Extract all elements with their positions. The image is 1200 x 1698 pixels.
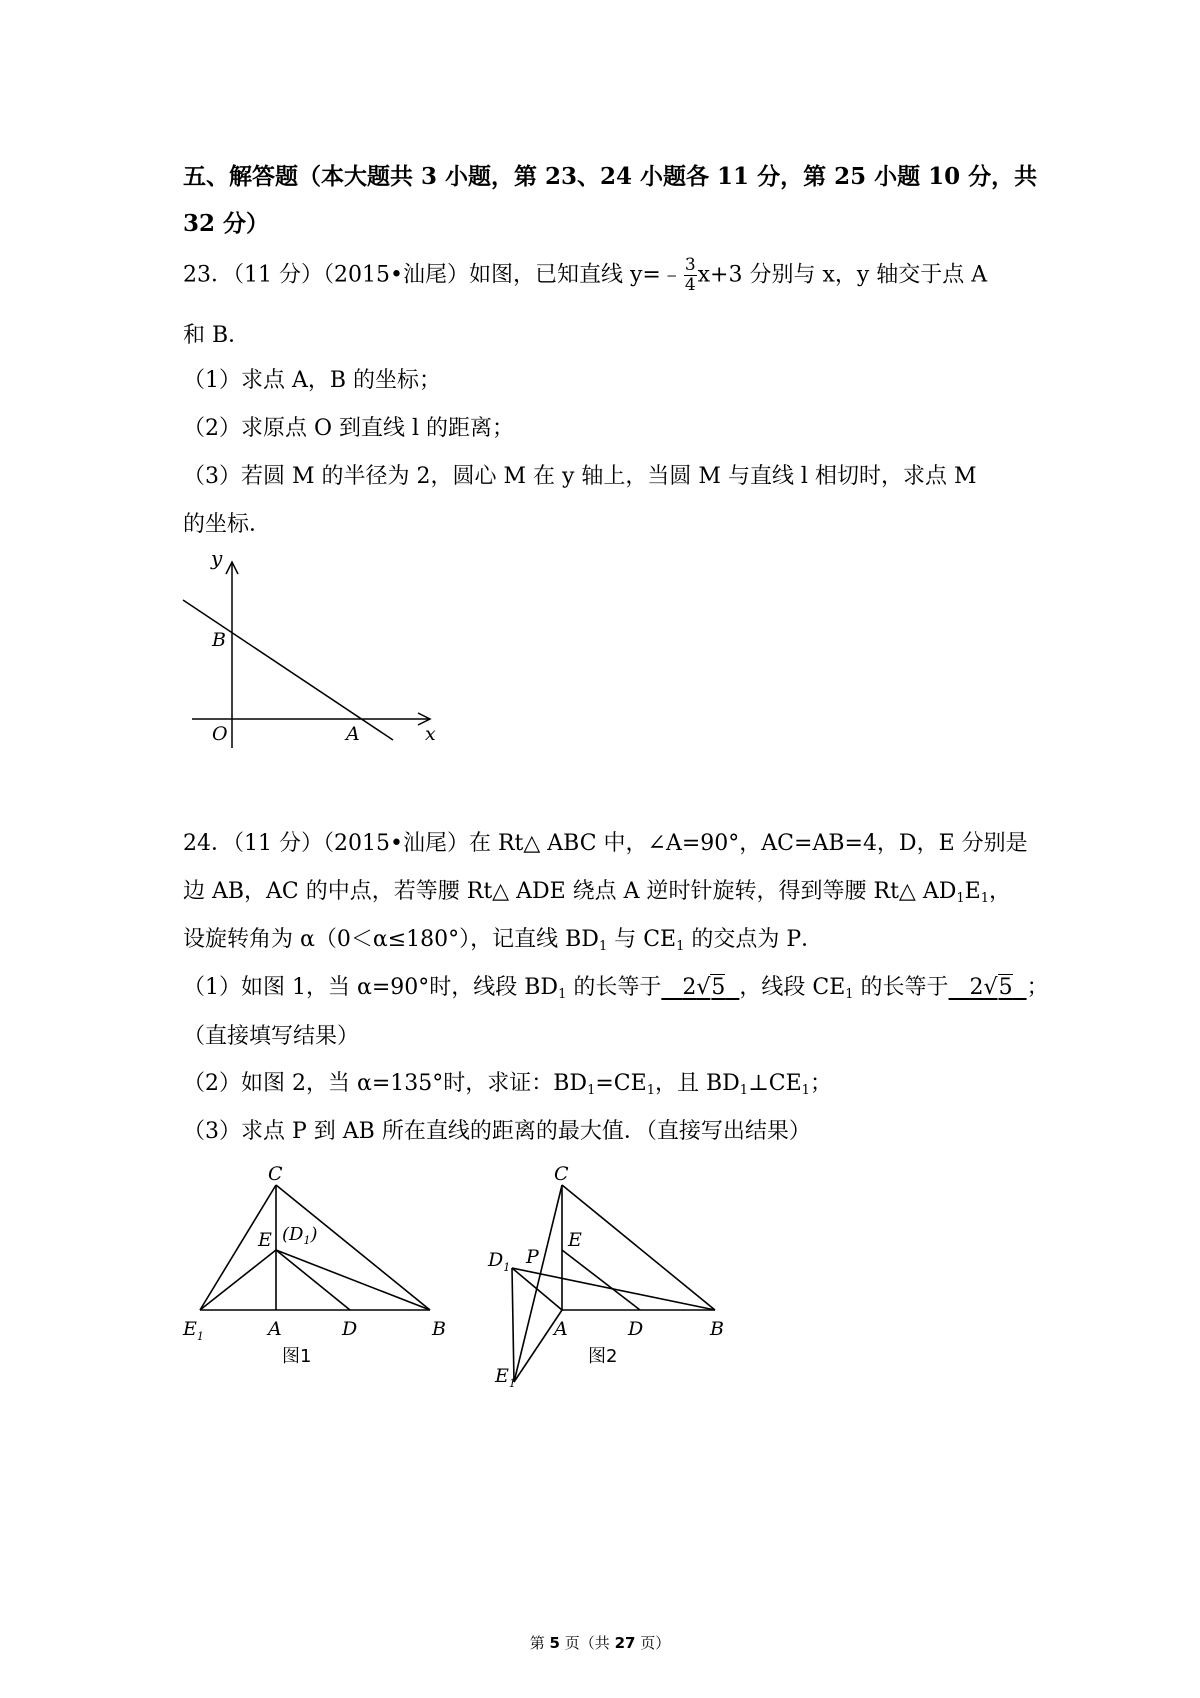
footer-suffix: 页） bbox=[640, 1634, 671, 1652]
q24-part2 bbox=[183, 1066, 832, 1098]
q23-part3-line2: 的坐标． bbox=[183, 512, 272, 537]
q24-part1-note: （直接填写结果） bbox=[183, 1024, 360, 1049]
q24-ans2-coef: 2 bbox=[969, 975, 984, 1000]
q23-suffix: x+3 分别与 x，y 轴交于点 A bbox=[697, 262, 988, 288]
fig1-label-A: A bbox=[268, 1318, 282, 1340]
footer-total-pages: 27 bbox=[614, 1634, 636, 1652]
q24-p1-sub1: 1 bbox=[558, 987, 567, 1002]
q24-line3-a: 设旋转角为 α（0＜α≤180°），记直线 BD bbox=[183, 927, 599, 952]
fig1-label-C: C bbox=[268, 1163, 283, 1185]
label-x: x bbox=[425, 723, 436, 745]
q24-p1-d: 的长等于 bbox=[853, 975, 949, 1000]
q24-p1-b: 的长等于 bbox=[566, 975, 662, 1000]
q24-ans1-coef: 2 bbox=[682, 975, 697, 1000]
q23-part1: （1）求点 A，B 的坐标； bbox=[183, 368, 442, 393]
q23-frac-num: 3 bbox=[684, 255, 696, 275]
fig2-label-B: B bbox=[710, 1318, 724, 1340]
fig1-segment-EB bbox=[276, 1250, 430, 1310]
q24-p2-e: ； bbox=[809, 1071, 832, 1096]
q24-part1 bbox=[183, 970, 1049, 1002]
fig1-segment-E1E bbox=[200, 1250, 276, 1310]
fig1-segment-ED bbox=[276, 1250, 350, 1310]
fig2-label-D: D bbox=[628, 1318, 644, 1340]
fig2-segment-D1A bbox=[512, 1268, 562, 1310]
q24-ans1-rad: 5 bbox=[711, 975, 726, 1000]
label-y: y bbox=[211, 546, 223, 570]
fig2-segment-CB bbox=[562, 1185, 715, 1310]
q24-p1-a: （1）如图 1，当 α=90°时，线段 BD bbox=[183, 975, 559, 1000]
q24-p1-e: ； bbox=[1026, 975, 1049, 1000]
q24-p2-s2: 1 bbox=[646, 1083, 655, 1098]
figure-2 bbox=[475, 1155, 755, 1400]
q24-answer-ce1: 2√5 bbox=[969, 975, 1013, 1000]
fig1-label-E: E bbox=[258, 1229, 272, 1251]
q24-line3-sub2: 1 bbox=[676, 939, 685, 954]
fig1-caption: 图1 bbox=[282, 1346, 312, 1367]
q24-p2-s3: 1 bbox=[739, 1083, 749, 1098]
q24-p2-d: ⊥CE bbox=[748, 1071, 802, 1096]
q24-line3-c: 的交点为 P． bbox=[684, 927, 824, 952]
q24-p2-b: =CE bbox=[595, 1071, 647, 1096]
q24-answer-bd1: 2√5 bbox=[682, 975, 726, 1000]
fig2-label-A: A bbox=[554, 1318, 568, 1340]
fig2-label-P: P bbox=[526, 1246, 539, 1268]
q23-line2: 和 B． bbox=[183, 323, 251, 348]
label-A: A bbox=[346, 723, 360, 745]
q23-figure bbox=[170, 545, 450, 755]
fig1-label-E1: $E_1$ bbox=[183, 1318, 204, 1343]
q24-line2 bbox=[183, 874, 1011, 906]
q24-ans2-rad: 5 bbox=[998, 975, 1013, 1000]
page-footer bbox=[0, 1632, 1200, 1653]
fig2-caption: 图2 bbox=[588, 1346, 618, 1367]
q24-p2-s1: 1 bbox=[587, 1083, 596, 1098]
footer-prefix: 第 bbox=[529, 1634, 545, 1652]
section-heading-line1: 五、解答题（本大题共 3 小题，第 23、24 小题各 11 分，第 25 小题 10 分，共 bbox=[183, 163, 1038, 190]
fig2-label-D1: $D_1$ bbox=[488, 1249, 511, 1274]
q23-line1 bbox=[183, 256, 987, 295]
q24-line2-c: ， bbox=[989, 879, 1012, 904]
fig2-label-E1: $E_1$ bbox=[495, 1365, 516, 1390]
q23-part2: （2）求原点 O 到直线 l 的距离； bbox=[183, 416, 515, 441]
q23-part3-line1: （3）若圆 M 的半径为 2，圆心 M 在 y 轴上，当圆 M 与直线 l 相切时，求点 M bbox=[183, 464, 977, 489]
fig2-segment-D1E1 bbox=[512, 1268, 514, 1382]
fig2-segment-CE1 bbox=[514, 1185, 562, 1382]
q24-p2-a: （2）如图 2，当 α=135°时，求证：BD bbox=[183, 1071, 588, 1096]
footer-middle: 页（共 bbox=[564, 1634, 610, 1652]
fig2-label-C: C bbox=[554, 1163, 569, 1185]
q24-line3-sub1: 1 bbox=[598, 939, 608, 954]
q24-p1-c: ，线段 CE bbox=[739, 975, 846, 1000]
q24-part3: （3）求点 P 到 AB 所在直线的距离的最大值．（直接写出结果） bbox=[183, 1119, 811, 1144]
footer-page-number: 5 bbox=[549, 1634, 560, 1652]
label-B: B bbox=[212, 629, 226, 651]
q24-p2-s4: 1 bbox=[801, 1083, 810, 1098]
section-heading-line2: 32 分） bbox=[183, 210, 270, 237]
q24-line2-sub1: 1 bbox=[956, 891, 965, 906]
fig1-label-D: D bbox=[342, 1318, 358, 1340]
q23-frac-den: 4 bbox=[684, 275, 696, 295]
q24-line3 bbox=[183, 922, 823, 954]
q24-line1: 24．（11 分）（2015•汕尾）在 Rt△ ABC 中，∠A=90°，AC=AB=4，D，E 分别是 bbox=[183, 831, 1028, 856]
fig1-label-B: B bbox=[432, 1318, 446, 1340]
fig2-segment-D1B bbox=[512, 1268, 715, 1310]
q24-line2-a: 边 AB，AC 的中点，若等腰 Rt△ ADE 绕点 A 逆时针旋转，得到等腰 Rt△ AD bbox=[183, 879, 957, 904]
q24-line3-b: 与 CE bbox=[607, 927, 677, 952]
label-O: O bbox=[212, 723, 228, 745]
q24-line2-sub2: 1 bbox=[980, 891, 989, 906]
q24-line2-b: E bbox=[964, 879, 981, 904]
q24-p1-sub2: 1 bbox=[845, 987, 854, 1002]
fig1-segment-CB bbox=[276, 1185, 430, 1310]
fig1-label-D1: $(D_1)$ bbox=[282, 1224, 318, 1247]
q24-p2-c: ，且 BD bbox=[654, 1071, 740, 1096]
q23-prefix: 23．（11 分）（2015•汕尾）如图，已知直线 y=﹣ bbox=[183, 262, 683, 288]
figure-1 bbox=[175, 1155, 455, 1380]
fig2-label-E: E bbox=[568, 1229, 582, 1251]
q23-fraction bbox=[684, 256, 697, 295]
